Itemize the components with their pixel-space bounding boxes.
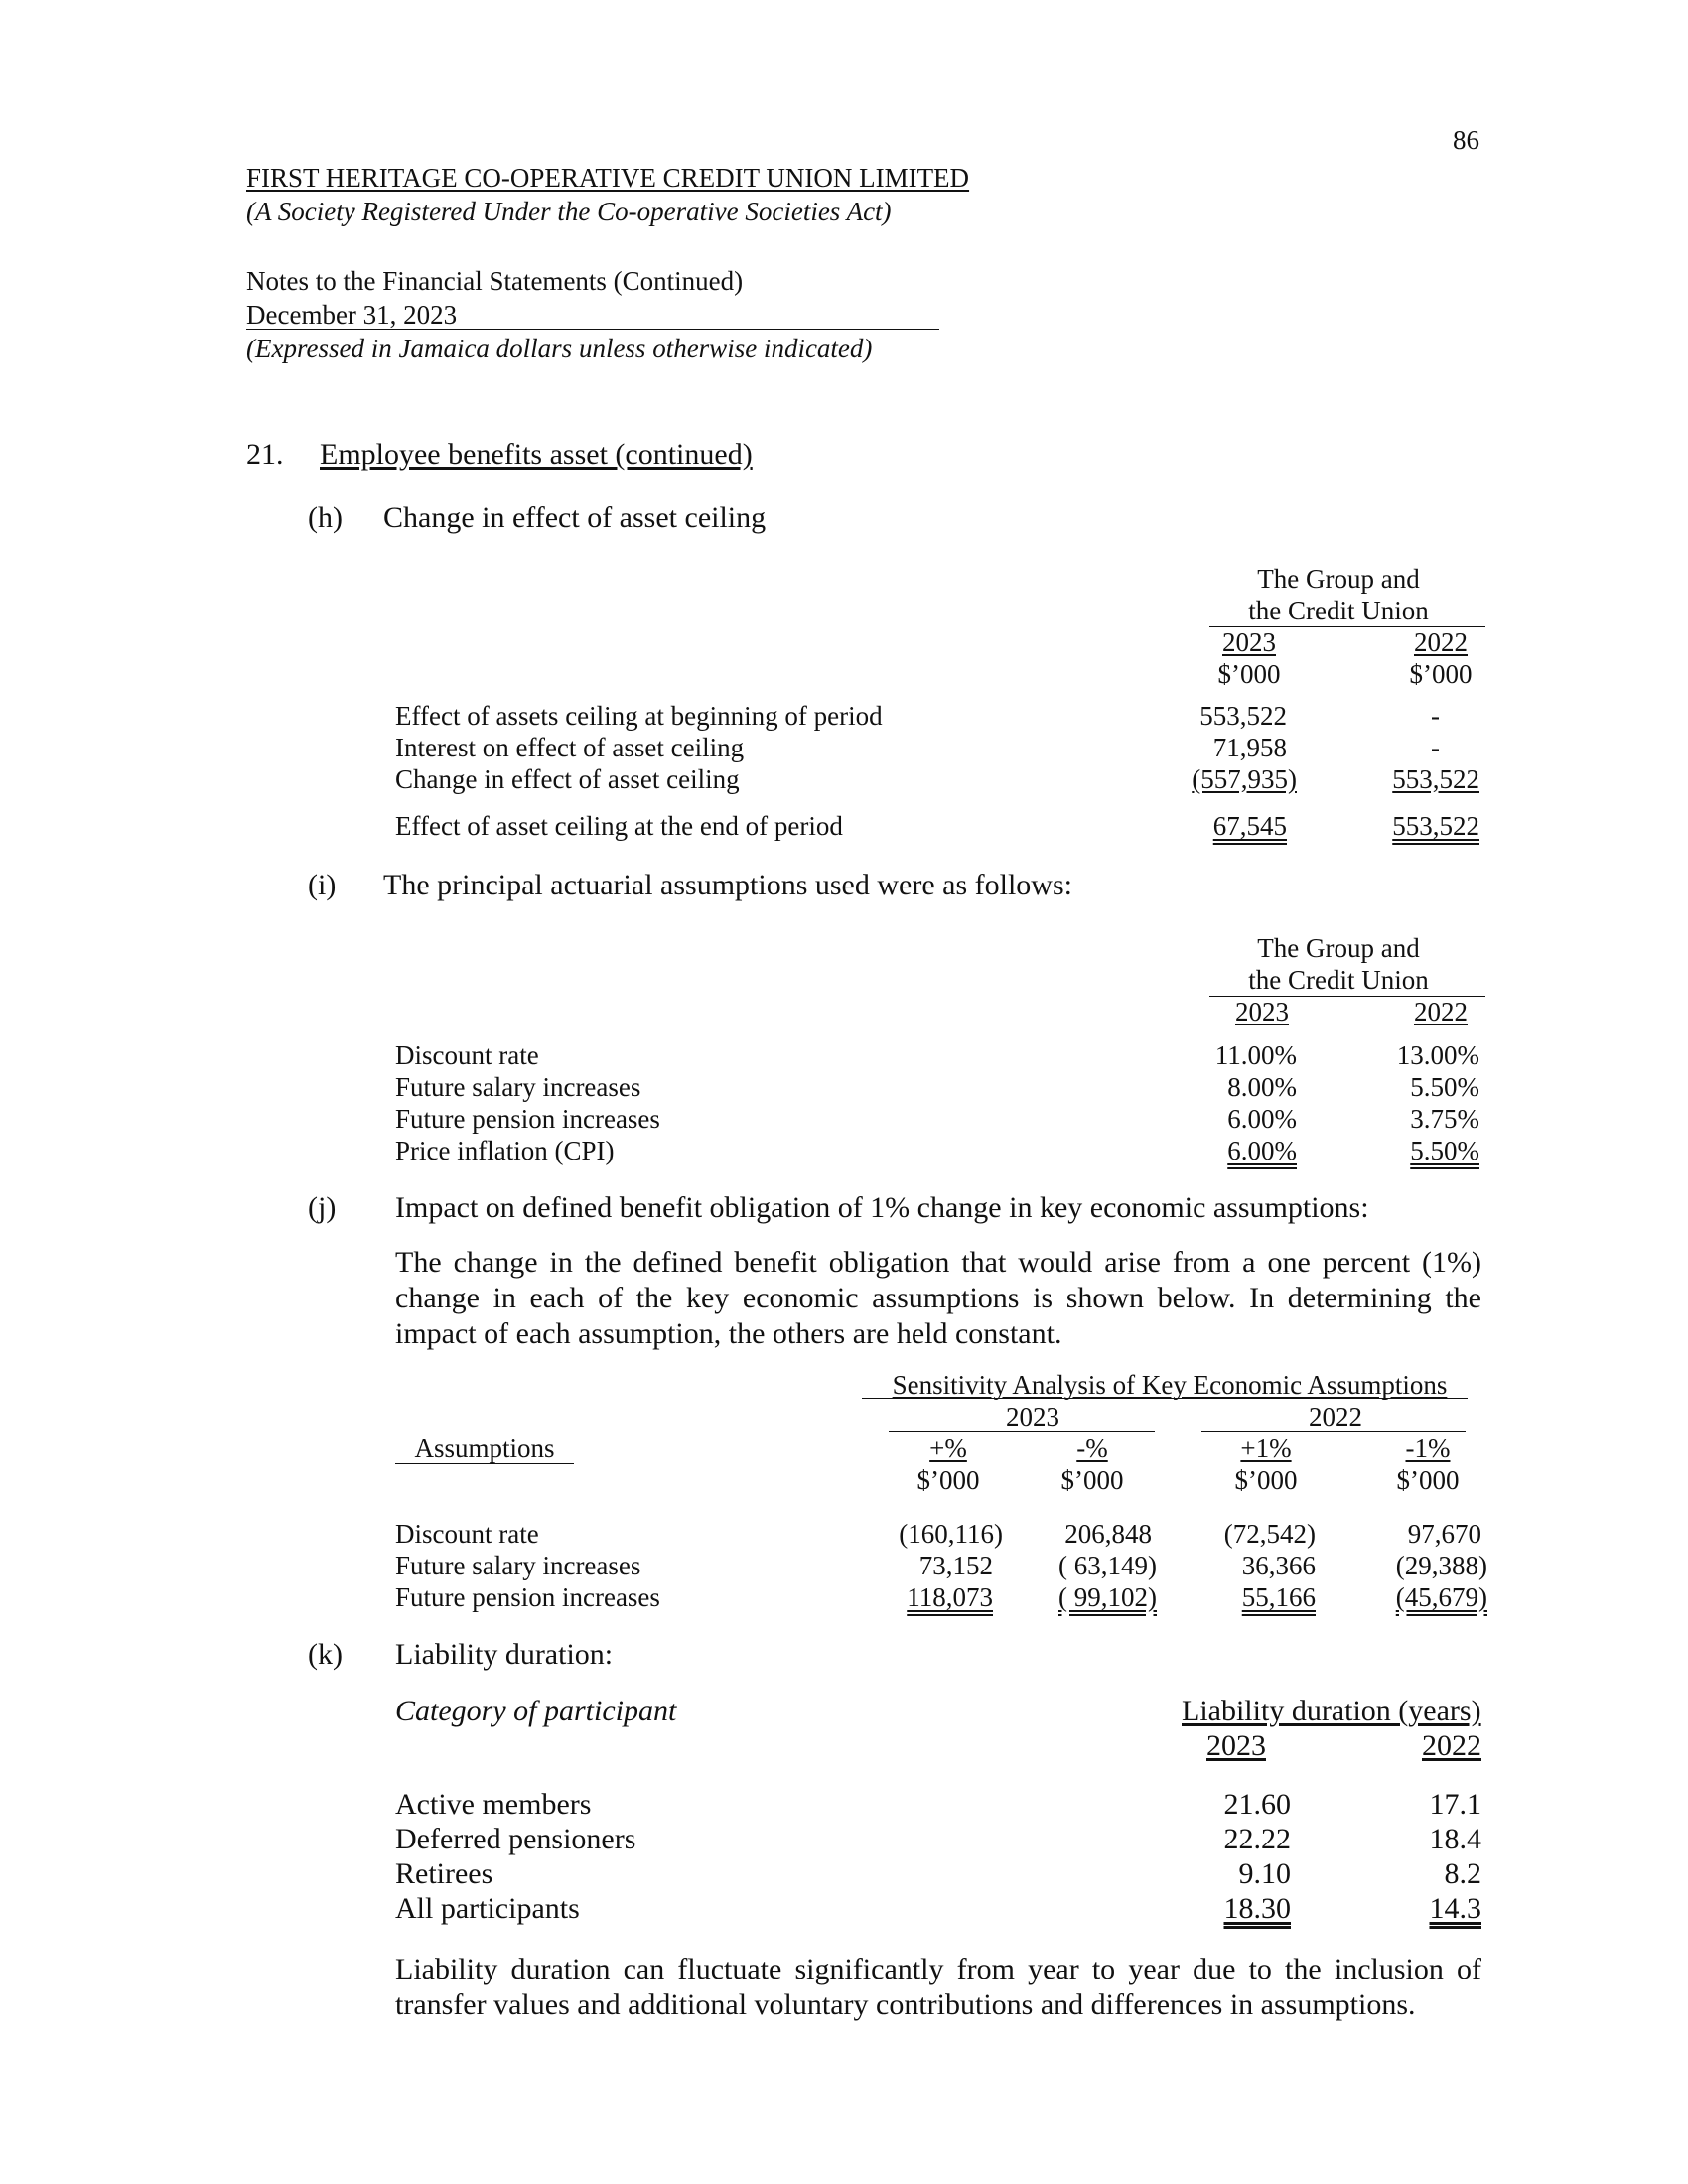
j-unit: $’000	[916, 1465, 980, 1495]
header-rule	[246, 329, 939, 330]
j-cell: (29,388)	[1395, 1551, 1487, 1580]
j-unit: $’000	[1060, 1465, 1124, 1495]
k-label: (k)	[308, 1638, 343, 1671]
j-paragraph: The change in the defined benefit obligation that would arise from a one percent (1%) change in each of the key economic assumptions is shown below. In determining the impact of each assumption, the others are held constant.	[395, 1246, 1481, 1350]
i-row-label: Discount rate	[395, 1040, 539, 1070]
j-cell: (45,679)	[1395, 1582, 1487, 1612]
j-cell: (160,116)	[899, 1519, 1003, 1549]
j-year-2023: 2023	[1006, 1402, 1059, 1432]
section-title: Employee benefits asset (continued)	[320, 438, 753, 471]
h-row-label: Effect of assets ceiling at beginning of period	[395, 701, 883, 731]
i-label: (i)	[308, 869, 337, 901]
i-row-2023: 6.00%	[1227, 1136, 1297, 1165]
k-duration-header: Liability duration (years)	[1182, 1695, 1481, 1727]
i-group-line1: The Group and	[1257, 933, 1420, 963]
h-unit-2022: $’000	[1409, 659, 1473, 689]
h-total-2023: 67,545	[1212, 811, 1287, 841]
j-year-2022: 2022	[1309, 1402, 1362, 1432]
k-year-2023: 2023	[1206, 1729, 1266, 1762]
j-year-2023-rule	[889, 1431, 1155, 1432]
k-row-2022: 17.1	[1429, 1788, 1481, 1821]
j-table-title: Sensitivity Analysis of Key Economic Assumptions	[892, 1370, 1448, 1400]
j-col-head: -1%	[1405, 1433, 1451, 1463]
h-row-2023: 71,958	[1212, 733, 1287, 762]
k-row-2022: 14.3	[1429, 1892, 1481, 1925]
j-table-title-rule	[862, 1398, 1468, 1399]
j-col-head: -%	[1076, 1433, 1108, 1463]
h-row-label: Change in effect of asset ceiling	[395, 764, 740, 794]
j-row-label: Future pension increases	[395, 1582, 660, 1612]
i-row-2023: 11.00%	[1214, 1040, 1297, 1070]
i-row-2022: 5.50%	[1410, 1136, 1479, 1165]
k-row-label: Deferred pensioners	[395, 1823, 636, 1855]
i-row-label: Price inflation (CPI)	[395, 1136, 615, 1165]
j-cell: ( 99,102)	[1058, 1582, 1157, 1612]
j-title: Impact on defined benefit obligation of 1% change in key economic assumptions:	[395, 1191, 1369, 1224]
i-row-2023: 6.00%	[1227, 1104, 1297, 1134]
j-cell: 73,152	[918, 1551, 993, 1580]
h-row-2022: -	[1431, 701, 1440, 731]
j-unit: $’000	[1234, 1465, 1298, 1495]
h-row-2022: -	[1431, 733, 1440, 762]
k-row-2023: 22.22	[1223, 1823, 1291, 1855]
h-row-2022: 553,522	[1392, 764, 1479, 794]
k-title: Liability duration:	[395, 1638, 614, 1671]
j-unit: $’000	[1396, 1465, 1460, 1495]
j-cell: 97,670	[1407, 1519, 1481, 1549]
j-cell: 206,848	[1064, 1519, 1152, 1549]
j-col-head: +1%	[1240, 1433, 1292, 1463]
j-assumptions-rule	[395, 1463, 574, 1464]
h-group-line1: The Group and	[1257, 564, 1420, 594]
k-row-label: All participants	[395, 1892, 580, 1925]
j-cell: 118,073	[907, 1582, 993, 1612]
i-year-2022: 2022	[1414, 997, 1468, 1026]
h-row-2023: 553,522	[1199, 701, 1287, 731]
j-label: (j)	[308, 1191, 337, 1224]
j-cell: (72,542)	[1223, 1519, 1316, 1549]
section-number: 21.	[246, 438, 284, 471]
i-row-2022: 13.00%	[1396, 1040, 1479, 1070]
h-title: Change in effect of asset ceiling	[383, 501, 767, 534]
h-label: (h)	[308, 501, 343, 534]
organization-subtitle: (A Society Registered Under the Co-operative Societies Act)	[246, 197, 892, 226]
k-row-2023: 21.60	[1223, 1788, 1291, 1821]
currency-note: (Expressed in Jamaica dollars unless otherwise indicated)	[246, 334, 873, 363]
i-group-line2: the Credit Union	[1248, 965, 1429, 995]
j-assumptions-header: Assumptions	[414, 1433, 555, 1463]
i-title: The principal actuarial assumptions used were as follows:	[383, 869, 1072, 901]
k-row-label: Active members	[395, 1788, 592, 1821]
j-row-label: Discount rate	[395, 1519, 539, 1549]
j-year-2022-rule	[1201, 1431, 1466, 1432]
h-total-label: Effect of asset ceiling at the end of period	[395, 811, 843, 841]
statement-date: December 31, 2023	[246, 300, 458, 330]
k-footnote: Liability duration can fluctuate significantly from year to year due to the inclusion of transfer values and additional voluntary contributions and differences in assumptions.	[395, 1953, 1481, 2021]
k-row-2022: 8.2	[1444, 1857, 1481, 1890]
i-row-label: Future salary increases	[395, 1072, 641, 1102]
j-cell: ( 63,149)	[1058, 1551, 1157, 1580]
h-row-label: Interest on effect of asset ceiling	[395, 733, 745, 762]
h-year-2022: 2022	[1414, 627, 1468, 657]
k-row-label: Retirees	[395, 1857, 493, 1890]
j-cell: 55,166	[1241, 1582, 1316, 1612]
h-total-2022: 553,522	[1392, 811, 1479, 841]
k-row-2023: 9.10	[1238, 1857, 1291, 1890]
j-cell: 36,366	[1241, 1551, 1316, 1580]
i-row-2022: 3.75%	[1410, 1104, 1479, 1134]
j-col-head: +%	[929, 1433, 967, 1463]
i-row-label: Future pension increases	[395, 1104, 660, 1134]
notes-heading: Notes to the Financial Statements (Continued)	[246, 266, 744, 296]
h-unit-2023: $’000	[1217, 659, 1281, 689]
k-row-2022: 18.4	[1429, 1823, 1481, 1855]
j-row-label: Future salary increases	[395, 1551, 641, 1580]
i-row-2022: 5.50%	[1410, 1072, 1479, 1102]
i-row-2023: 8.00%	[1227, 1072, 1297, 1102]
organization-name: FIRST HERITAGE CO-OPERATIVE CREDIT UNION LIMITED	[246, 163, 970, 193]
h-group-line2: the Credit Union	[1248, 596, 1429, 625]
k-year-2022: 2022	[1422, 1729, 1481, 1762]
i-year-2023: 2023	[1235, 997, 1289, 1026]
page-number: 86	[1453, 125, 1479, 155]
k-category-header: Category of participant	[395, 1695, 677, 1727]
k-row-2023: 18.30	[1223, 1892, 1291, 1925]
h-row-2023: (557,935)	[1192, 764, 1297, 794]
h-year-2023: 2023	[1222, 627, 1276, 657]
